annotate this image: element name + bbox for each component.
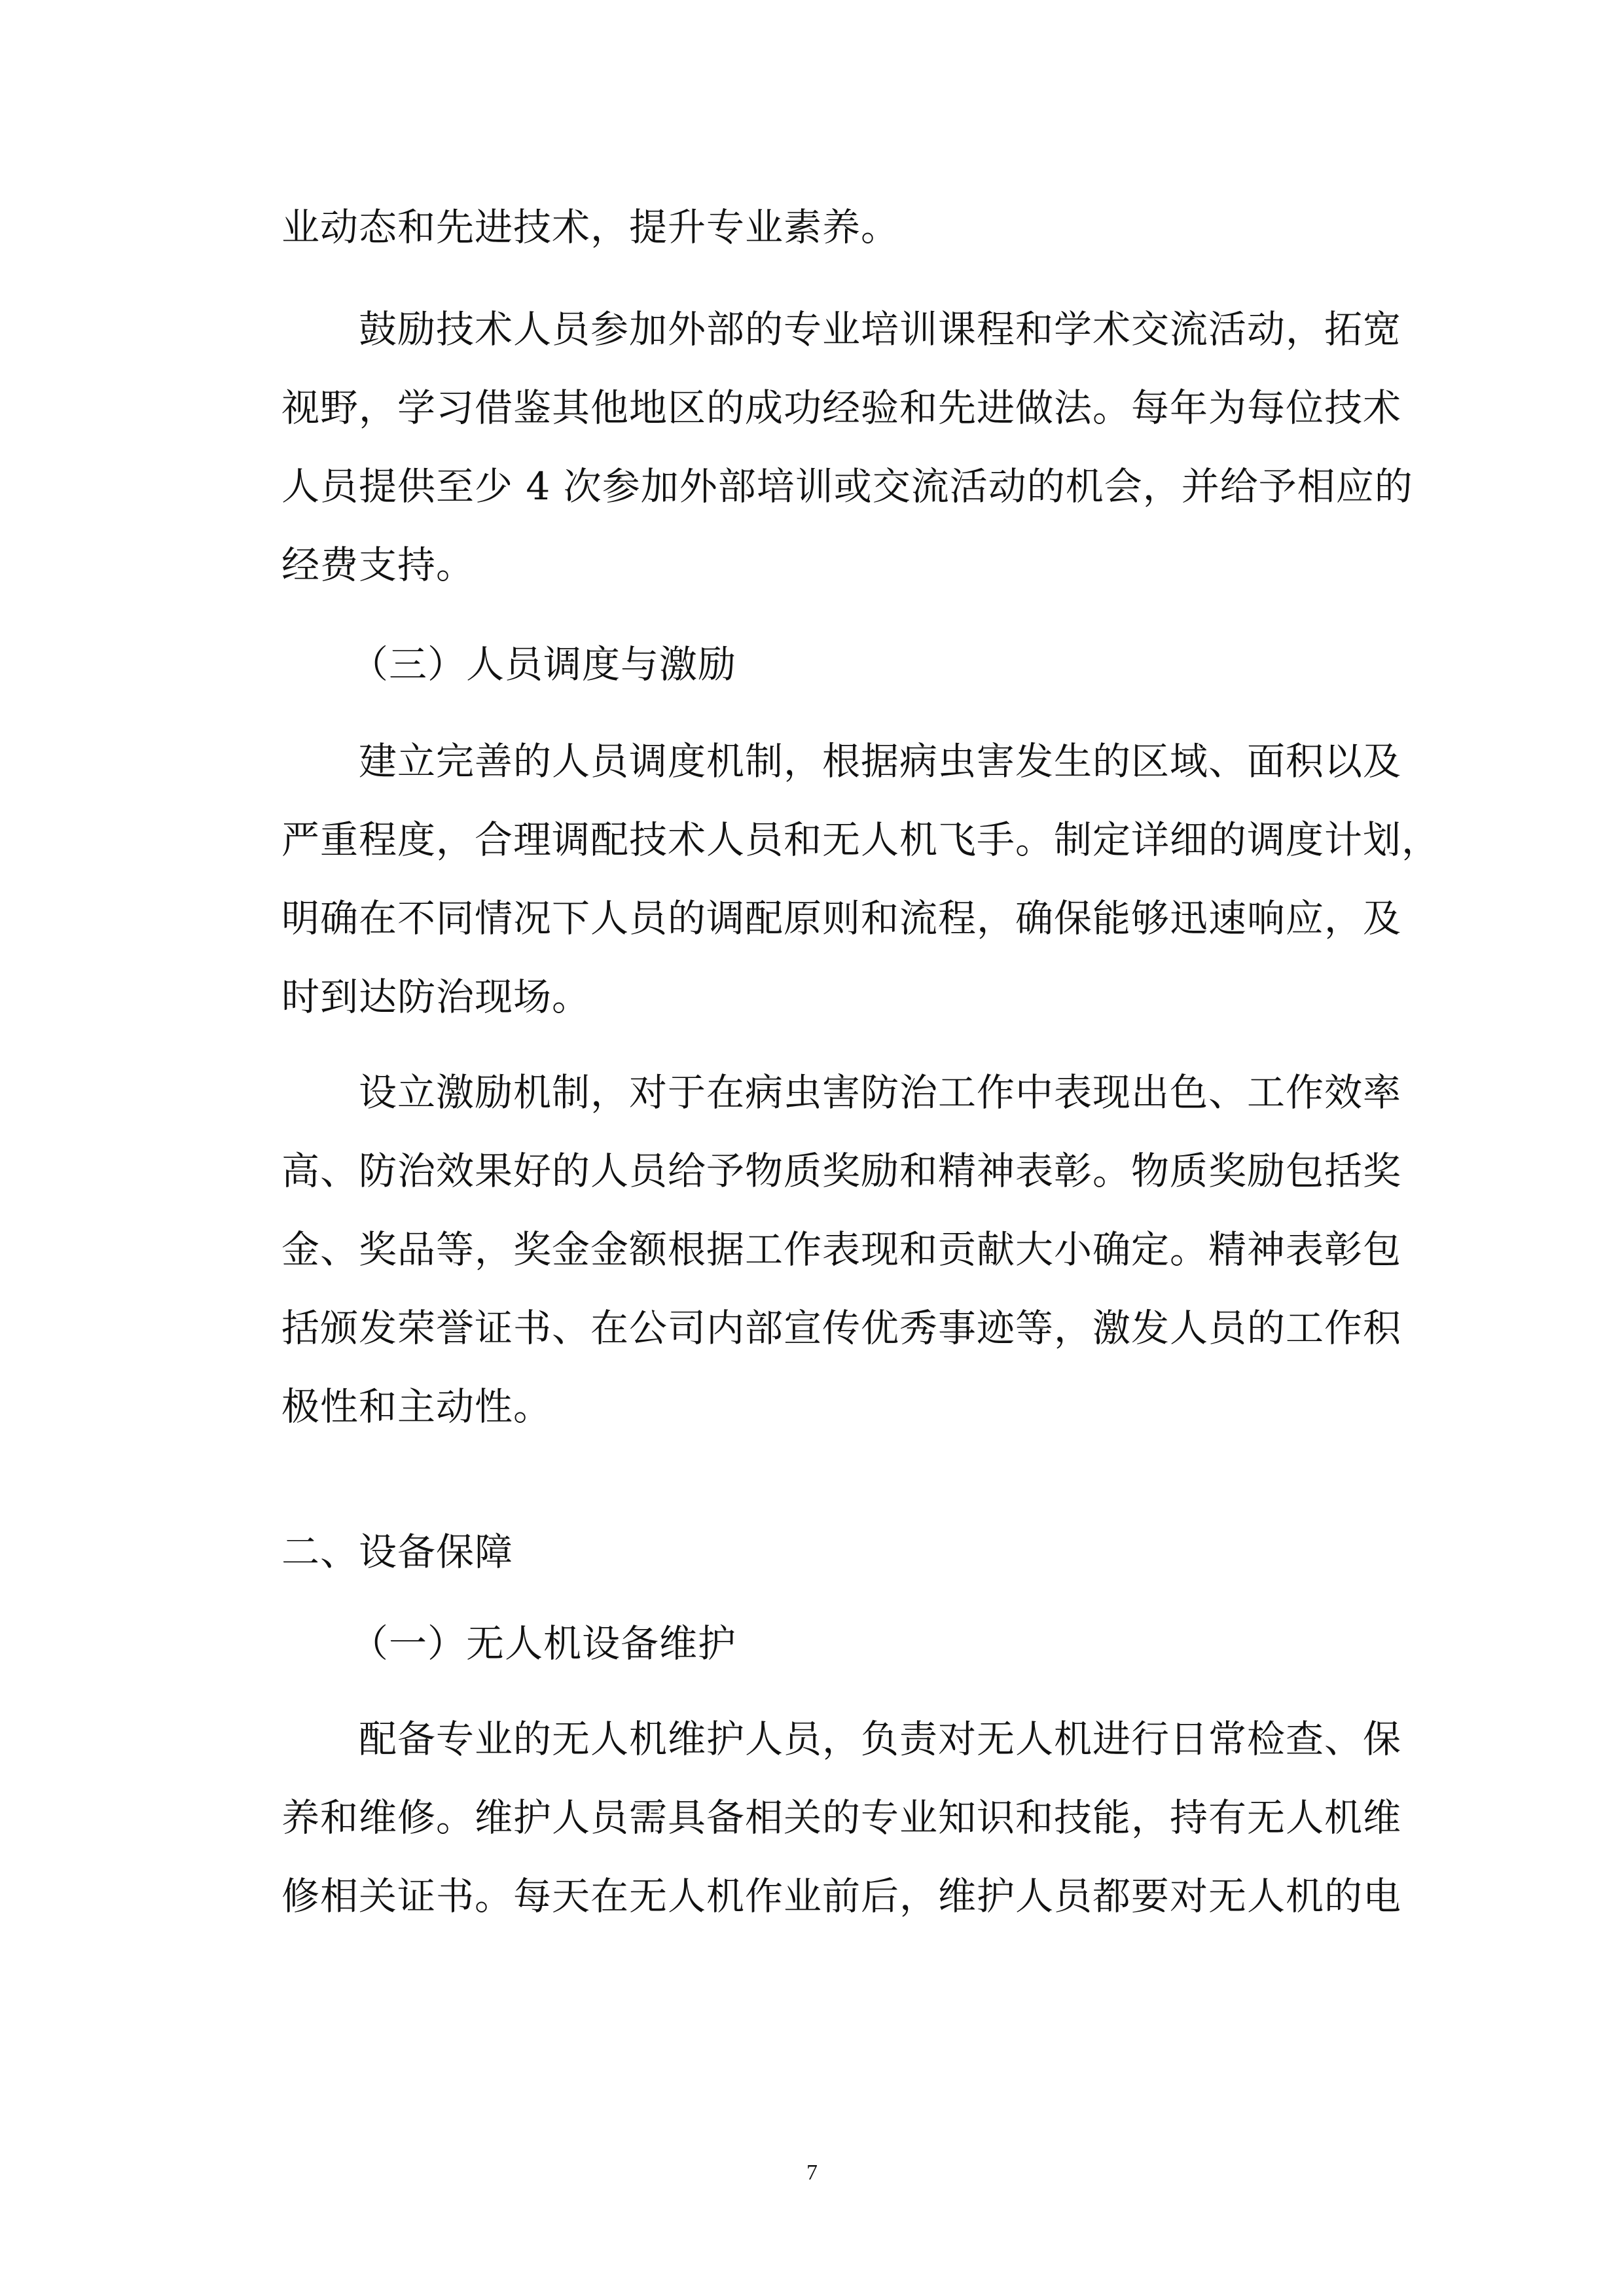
paragraph-line: 高、防治效果好的人员给予物质奖励和精神表彰。物质奖励包括奖 xyxy=(281,1149,1402,1193)
paragraph-line: 明确在不同情况下人员的调配原则和流程，确保能够迅速响应，及 xyxy=(281,896,1402,941)
section-heading: （三）人员调度与激励 xyxy=(350,642,737,687)
paragraph-line: 鼓励技术人员参加外部的专业培训课程和学术交流活动，拓宽 xyxy=(359,307,1402,351)
paragraph-line: 严重程度，合理调配技术人员和无人机飞手。制定详细的调度计划， xyxy=(281,817,1441,862)
paragraph-line: 人员提供至少 4 次参加外部培训或交流活动的机会，并给予相应的 xyxy=(281,464,1413,509)
paragraph-line: 时到达防治现场。 xyxy=(281,975,591,1019)
paragraph-line: 设立激励机制，对于在病虫害防治工作中表现出色、工作效率 xyxy=(359,1070,1402,1115)
paragraph-line: 养和维修。维护人员需具备相关的专业知识和技能，持有无人机维 xyxy=(281,1795,1402,1840)
page-number: 7 xyxy=(806,2161,818,2185)
paragraph-line: 建立完善的人员调度机制，根据病虫害发生的区域、面积以及 xyxy=(359,739,1402,783)
paragraph-line: 业动态和先进技术，提升专业素养。 xyxy=(281,205,900,249)
paragraph-line: 括颁发荣誉证书、在公司内部宣传优秀事迹等，激发人员的工作积 xyxy=(281,1306,1402,1350)
paragraph-line: 配备专业的无人机维护人员，负责对无人机进行日常检查、保 xyxy=(359,1717,1402,1761)
paragraph-line: 视野，学习借鉴其他地区的成功经验和先进做法。每年为每位技术 xyxy=(281,386,1402,430)
paragraph-line: 经费支持。 xyxy=(281,543,475,587)
paragraph-line: 极性和主动性。 xyxy=(281,1384,552,1429)
section-heading: （一）无人机设备维护 xyxy=(350,1621,737,1666)
chapter-heading: 二、设备保障 xyxy=(281,1530,514,1574)
paragraph-line: 修相关证书。每天在无人机作业前后，维护人员都要对无人机的电 xyxy=(281,1874,1402,1918)
paragraph-line: 金、奖品等，奖金金额根据工作表现和贡献大小确定。精神表彰包 xyxy=(281,1227,1402,1272)
